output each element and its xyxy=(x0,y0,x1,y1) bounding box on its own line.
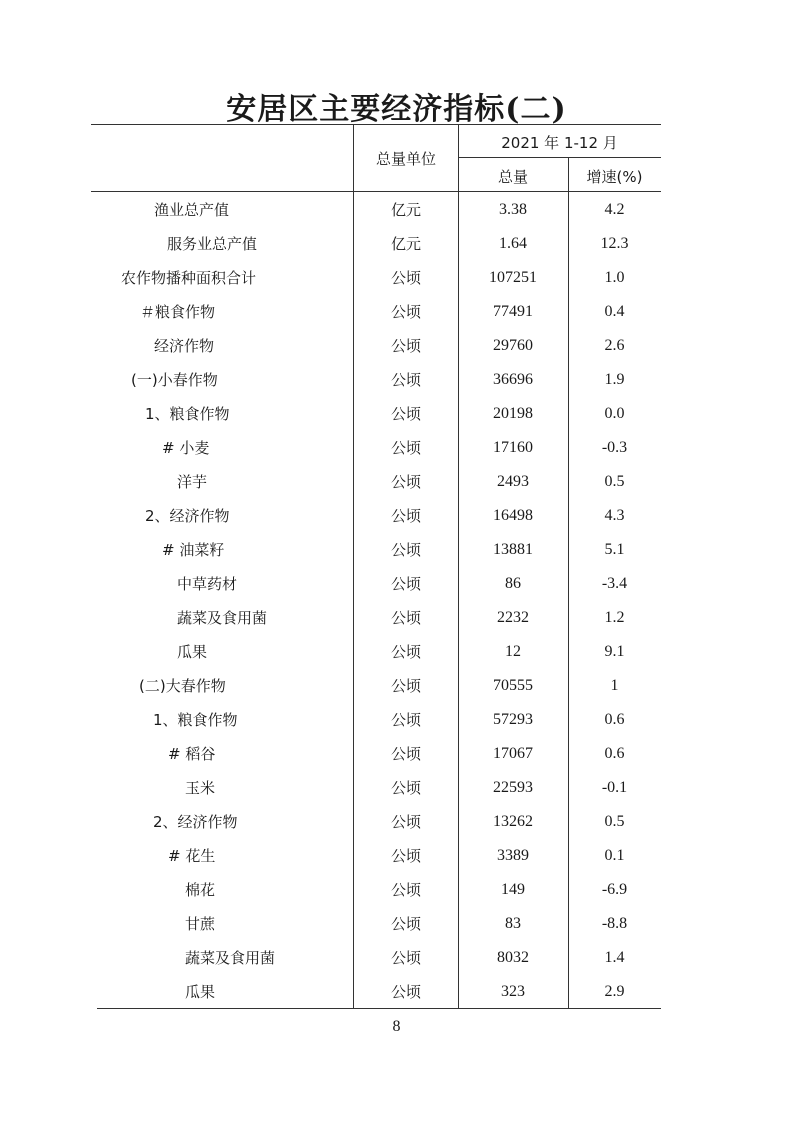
row-growth: 0.5 xyxy=(604,813,625,830)
row-total: 29760 xyxy=(493,337,533,354)
row-growth: -0.1 xyxy=(601,779,628,796)
row-unit: 公顷 xyxy=(390,269,421,287)
table-row xyxy=(0,737,793,771)
row-growth: 1.9 xyxy=(604,371,625,388)
table-row xyxy=(0,499,793,533)
table-row xyxy=(0,261,793,295)
row-name: 甘蔗 xyxy=(185,915,216,933)
header-total: 总量 xyxy=(497,168,528,186)
table-row xyxy=(0,941,793,975)
row-unit: 亿元 xyxy=(390,235,421,253)
row-growth: 0.6 xyxy=(604,745,625,762)
row-total: 2493 xyxy=(497,473,529,490)
table-row xyxy=(0,601,793,635)
row-growth: 2.6 xyxy=(604,337,625,354)
row-total: 36696 xyxy=(493,371,533,388)
table-row xyxy=(0,907,793,941)
row-name: (二)大春作物 xyxy=(139,677,226,695)
row-name: 农作物播种面积合计 xyxy=(121,269,257,287)
row-growth: 0.1 xyxy=(604,847,625,864)
table-row xyxy=(0,397,793,431)
row-growth: 1 xyxy=(610,677,619,694)
row-name: # 小麦 xyxy=(162,439,210,457)
row-name: ＃粮食作物 xyxy=(140,303,216,321)
row-unit: 公顷 xyxy=(390,813,421,831)
row-name: 洋芋 xyxy=(177,473,208,491)
row-name: # 油菜籽 xyxy=(162,541,225,559)
row-growth: 2.9 xyxy=(604,983,625,1000)
row-growth: -0.3 xyxy=(601,439,628,456)
row-growth: 4.3 xyxy=(604,507,625,524)
row-unit: 公顷 xyxy=(390,847,421,865)
table-row xyxy=(0,873,793,907)
row-total: 1.64 xyxy=(499,235,527,252)
row-unit: 公顷 xyxy=(390,745,421,763)
table-row xyxy=(0,533,793,567)
row-unit: 公顷 xyxy=(390,915,421,933)
row-unit: 公顷 xyxy=(390,711,421,729)
row-unit: 公顷 xyxy=(390,337,421,355)
table-row xyxy=(0,329,793,363)
row-total: 16498 xyxy=(493,507,533,524)
table-row xyxy=(0,805,793,839)
table-row xyxy=(0,431,793,465)
row-total: 83 xyxy=(505,915,521,932)
row-name: (一)小春作物 xyxy=(131,371,218,389)
table-row xyxy=(0,193,793,227)
row-unit: 亿元 xyxy=(390,201,421,219)
table-row xyxy=(0,295,793,329)
page-number: 8 xyxy=(392,1018,401,1035)
row-total: 86 xyxy=(505,575,521,592)
row-total: 3389 xyxy=(497,847,529,864)
row-total: 12 xyxy=(505,643,521,660)
row-unit: 公顷 xyxy=(390,983,421,1001)
row-unit: 公顷 xyxy=(390,609,421,627)
period-divider-rule xyxy=(458,157,661,158)
row-growth: 1.4 xyxy=(604,949,625,966)
row-total: 20198 xyxy=(493,405,533,422)
table-row xyxy=(0,771,793,805)
table-row xyxy=(0,465,793,499)
row-unit: 公顷 xyxy=(390,949,421,967)
row-name: # 稻谷 xyxy=(168,745,216,763)
row-total: 107251 xyxy=(489,269,537,286)
row-name: 瓜果 xyxy=(185,983,216,1001)
header-period: 2021 年 1-12 月 xyxy=(501,134,618,152)
table-row xyxy=(0,669,793,703)
row-total: 323 xyxy=(501,983,525,1000)
row-total: 22593 xyxy=(493,779,533,796)
table-row xyxy=(0,363,793,397)
table-row xyxy=(0,975,793,1009)
row-unit: 公顷 xyxy=(390,881,421,899)
row-total: 3.38 xyxy=(499,201,527,218)
row-growth: 9.1 xyxy=(604,643,625,660)
row-name: 1、粮食作物 xyxy=(153,711,238,729)
row-unit: 公顷 xyxy=(390,507,421,525)
header-growth: 增速(%) xyxy=(586,168,643,186)
row-total: 13881 xyxy=(493,541,533,558)
row-growth: 4.2 xyxy=(604,201,625,218)
row-name: # 花生 xyxy=(168,847,216,865)
row-name: 中草药材 xyxy=(177,575,238,593)
header-unit: 总量单位 xyxy=(375,150,436,168)
row-growth: -8.8 xyxy=(601,915,628,932)
row-growth: -3.4 xyxy=(601,575,628,592)
row-unit: 公顷 xyxy=(390,303,421,321)
row-growth: 12.3 xyxy=(600,235,629,252)
row-unit: 公顷 xyxy=(390,779,421,797)
page-title: 安居区主要经济指标(二) xyxy=(226,92,567,127)
row-unit: 公顷 xyxy=(390,473,421,491)
row-total: 13262 xyxy=(493,813,533,830)
row-name: 玉米 xyxy=(185,779,216,797)
row-name: 棉花 xyxy=(185,881,216,899)
row-growth: 5.1 xyxy=(604,541,625,558)
table-row xyxy=(0,635,793,669)
row-total: 17067 xyxy=(493,745,533,762)
row-total: 70555 xyxy=(493,677,533,694)
table-row xyxy=(0,227,793,261)
row-total: 77491 xyxy=(493,303,533,320)
row-unit: 公顷 xyxy=(390,677,421,695)
row-total: 8032 xyxy=(497,949,529,966)
row-unit: 公顷 xyxy=(390,405,421,423)
row-name: 2、经济作物 xyxy=(153,813,238,831)
table-row xyxy=(0,703,793,737)
table-row xyxy=(0,839,793,873)
row-growth: 0.0 xyxy=(604,405,625,422)
row-growth: 0.5 xyxy=(604,473,625,490)
table-top-rule xyxy=(91,124,661,125)
row-total: 57293 xyxy=(493,711,533,728)
row-unit: 公顷 xyxy=(390,439,421,457)
row-name: 蔬菜及食用菌 xyxy=(185,949,276,967)
row-name: 1、粮食作物 xyxy=(145,405,230,423)
row-name: 渔业总产值 xyxy=(154,201,230,219)
row-unit: 公顷 xyxy=(390,371,421,389)
row-total: 149 xyxy=(501,881,525,898)
row-total: 17160 xyxy=(493,439,533,456)
row-name: 服务业总产值 xyxy=(167,235,258,253)
row-name: 蔬菜及食用菌 xyxy=(177,609,268,627)
header-bottom-rule xyxy=(91,191,661,192)
row-unit: 公顷 xyxy=(390,643,421,661)
row-name: 经济作物 xyxy=(154,337,215,355)
row-name: 瓜果 xyxy=(177,643,208,661)
row-growth: 0.6 xyxy=(604,711,625,728)
row-growth: 0.4 xyxy=(604,303,625,320)
row-growth: 1.2 xyxy=(604,609,625,626)
row-total: 2232 xyxy=(497,609,529,626)
row-growth: 1.0 xyxy=(604,269,625,286)
row-unit: 公顷 xyxy=(390,541,421,559)
row-unit: 公顷 xyxy=(390,575,421,593)
table-row xyxy=(0,567,793,601)
row-name: 2、经济作物 xyxy=(145,507,230,525)
row-growth: -6.9 xyxy=(601,881,628,898)
